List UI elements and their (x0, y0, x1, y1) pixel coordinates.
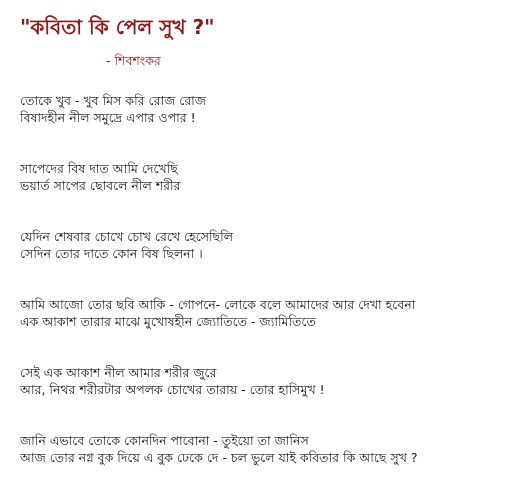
poem (20, 14, 520, 466)
stanza-line: সেই এক আকাশ নীল আমার শরীর জুরে (20, 365, 217, 380)
stanza-list (20, 92, 520, 466)
stanza-line: বিষাদহীন নীল সমুদ্রে এপার ওপার ! (20, 110, 196, 125)
stanza-3 (20, 228, 520, 262)
stanza-line: জানি এভাবে তোকে কোনদিন পাবোনা - তুইয়ো তা জানিস (20, 433, 309, 448)
stanza-line: আজ তোর নগ্ন বুক দিয়ে এ বুক ঢেকে দে - চল ভুলে যাই কবিতার কি আছে সুখ ? (20, 450, 418, 465)
stanza-line: তোকে খুব - খুব মিস করি রোজ রোজ (20, 93, 206, 108)
poem-title: "কবিতা কি পেল সুখ ?" (20, 15, 215, 39)
stanza-line: যেদিন শেষবার চোখে চোখ রেখে হেসেছিলি (20, 229, 234, 244)
stanza-4 (20, 296, 520, 330)
stanza-6 (20, 432, 520, 466)
stanza-line: সাপেদের বিষ দাত আমি দেখেছি (20, 161, 178, 176)
stanza-line: সেদিন তোর দাতে কোন বিষ ছিলনা । (20, 246, 203, 261)
stanza-line: আর, নিথর শরীরটার অপলক চোখের তারায় - তোর হাসিমুখ ! (20, 382, 325, 397)
stanza-line: এক আকাশ তারার মাঝে মুখোষহীন জ্যোতিতে - জ্যামিতিতে (20, 314, 316, 329)
stanza-line: ভয়ার্ত সাপের ছোবলে নীল শরীর (20, 178, 181, 193)
stanza-1 (20, 92, 520, 126)
stanza-5 (20, 364, 520, 398)
stanza-2 (20, 160, 520, 194)
poem-author: - শিবশংকর (106, 53, 161, 68)
stanza-line: আমি আজো তোর ছবি আকি - গোপনে- লোকে বলে আমাদের আর দেখা হবেনা (20, 297, 416, 312)
